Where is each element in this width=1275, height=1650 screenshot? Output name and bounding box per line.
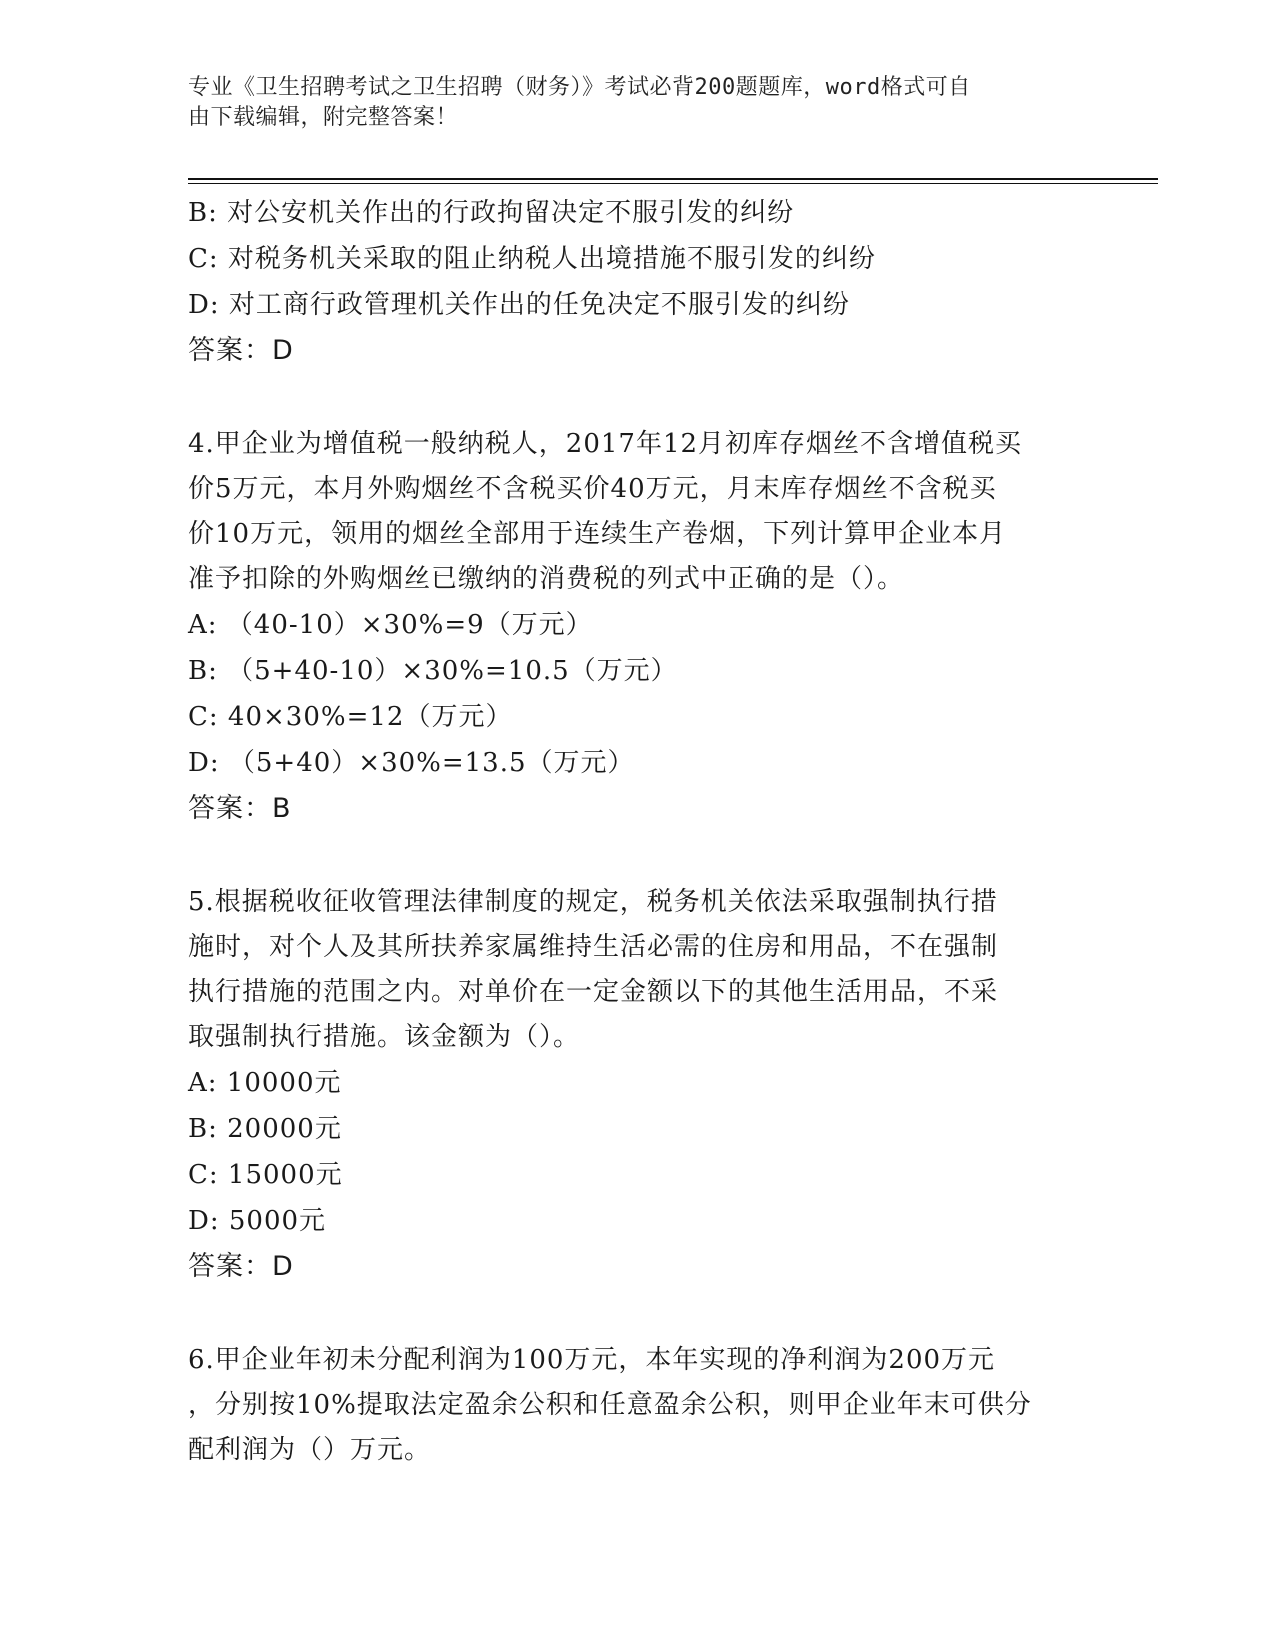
q3-option-c: C: 对税务机关采取的阻止纳税人出境措施不服引发的纠纷 xyxy=(188,244,876,274)
question-content xyxy=(188,190,1088,1473)
document-header xyxy=(188,73,1078,133)
q4-option-c: C: 40×30%=12（万元） xyxy=(188,702,513,732)
q6-stem xyxy=(188,1338,1088,1473)
q5-option-a: A: 10000元 xyxy=(188,1068,342,1098)
q4-option-a: A: （40-10）×30%=9（万元） xyxy=(188,610,593,640)
header-line-1: 专业《卫生招聘考试之卫生招聘（财务）》考试必背200题题库，word格式可自 xyxy=(188,75,971,100)
q4-option-d: D: （5+40）×30%=13.5（万元） xyxy=(188,748,635,778)
q5-stem-line: 5.根据税收征收管理法律制度的规定，税务机关依法采取强制执行措 xyxy=(188,887,998,917)
q4-option-b: B: （5+40-10）×30%=10.5（万元） xyxy=(188,656,678,686)
q4-answer: 答案：B xyxy=(188,793,292,824)
q4-stem-line: 价10万元，领用的烟丝全部用于连续生产卷烟，下列计算甲企业本月 xyxy=(188,519,1007,549)
q4-stem-line: 价5万元，本月外购烟丝不含税买价40万元，月末库存烟丝不含税买 xyxy=(188,474,997,504)
header-divider-thick xyxy=(188,178,1158,180)
q3-answer: 答案：D xyxy=(188,335,294,366)
q3-option-b: B: 对公安机关作出的行政拘留决定不服引发的纠纷 xyxy=(188,198,795,228)
q4-stem-line: 准予扣除的外购烟丝已缴纳的消费税的列式中正确的是（）。 xyxy=(188,564,905,594)
question-3-partial xyxy=(188,190,1088,374)
q5-option-b: B: 20000元 xyxy=(188,1114,342,1144)
q3-option-d: D: 对工商行政管理机关作出的任免决定不服引发的纠纷 xyxy=(188,290,850,320)
question-4 xyxy=(188,422,1088,832)
q6-stem-line: 6.甲企业年初未分配利润为100万元，本年实现的净利润为200万元 xyxy=(188,1345,996,1375)
question-5 xyxy=(188,880,1088,1290)
q5-option-d: D: 5000元 xyxy=(188,1206,327,1236)
header-line-2: 由下载编辑，附完整答案！ xyxy=(188,105,459,130)
q6-stem-line: 配利润为（）万元。 xyxy=(188,1435,432,1465)
q5-option-c: C: 15000元 xyxy=(188,1160,343,1190)
q4-stem xyxy=(188,422,1088,602)
q5-stem-line: 执行措施的范围之内。对单价在一定金额以下的其他生活用品，不采 xyxy=(188,977,999,1007)
q5-answer: 答案：D xyxy=(188,1251,294,1282)
header-divider-thin xyxy=(188,183,1158,184)
q6-stem-line: ，分别按10%提取法定盈余公积和任意盈余公积，则甲企业年末可供分 xyxy=(188,1390,1032,1420)
q4-stem-line: 4.甲企业为增值税一般纳税人，2017年12月初库存烟丝不含增值税买 xyxy=(188,429,1023,459)
q5-stem-line: 施时，对个人及其所扶养家属维持生活必需的住房和用品，不在强制 xyxy=(188,932,999,962)
q5-stem xyxy=(188,880,1088,1060)
q5-stem-line: 取强制执行措施。该金额为（）。 xyxy=(188,1022,581,1052)
question-6 xyxy=(188,1338,1088,1473)
